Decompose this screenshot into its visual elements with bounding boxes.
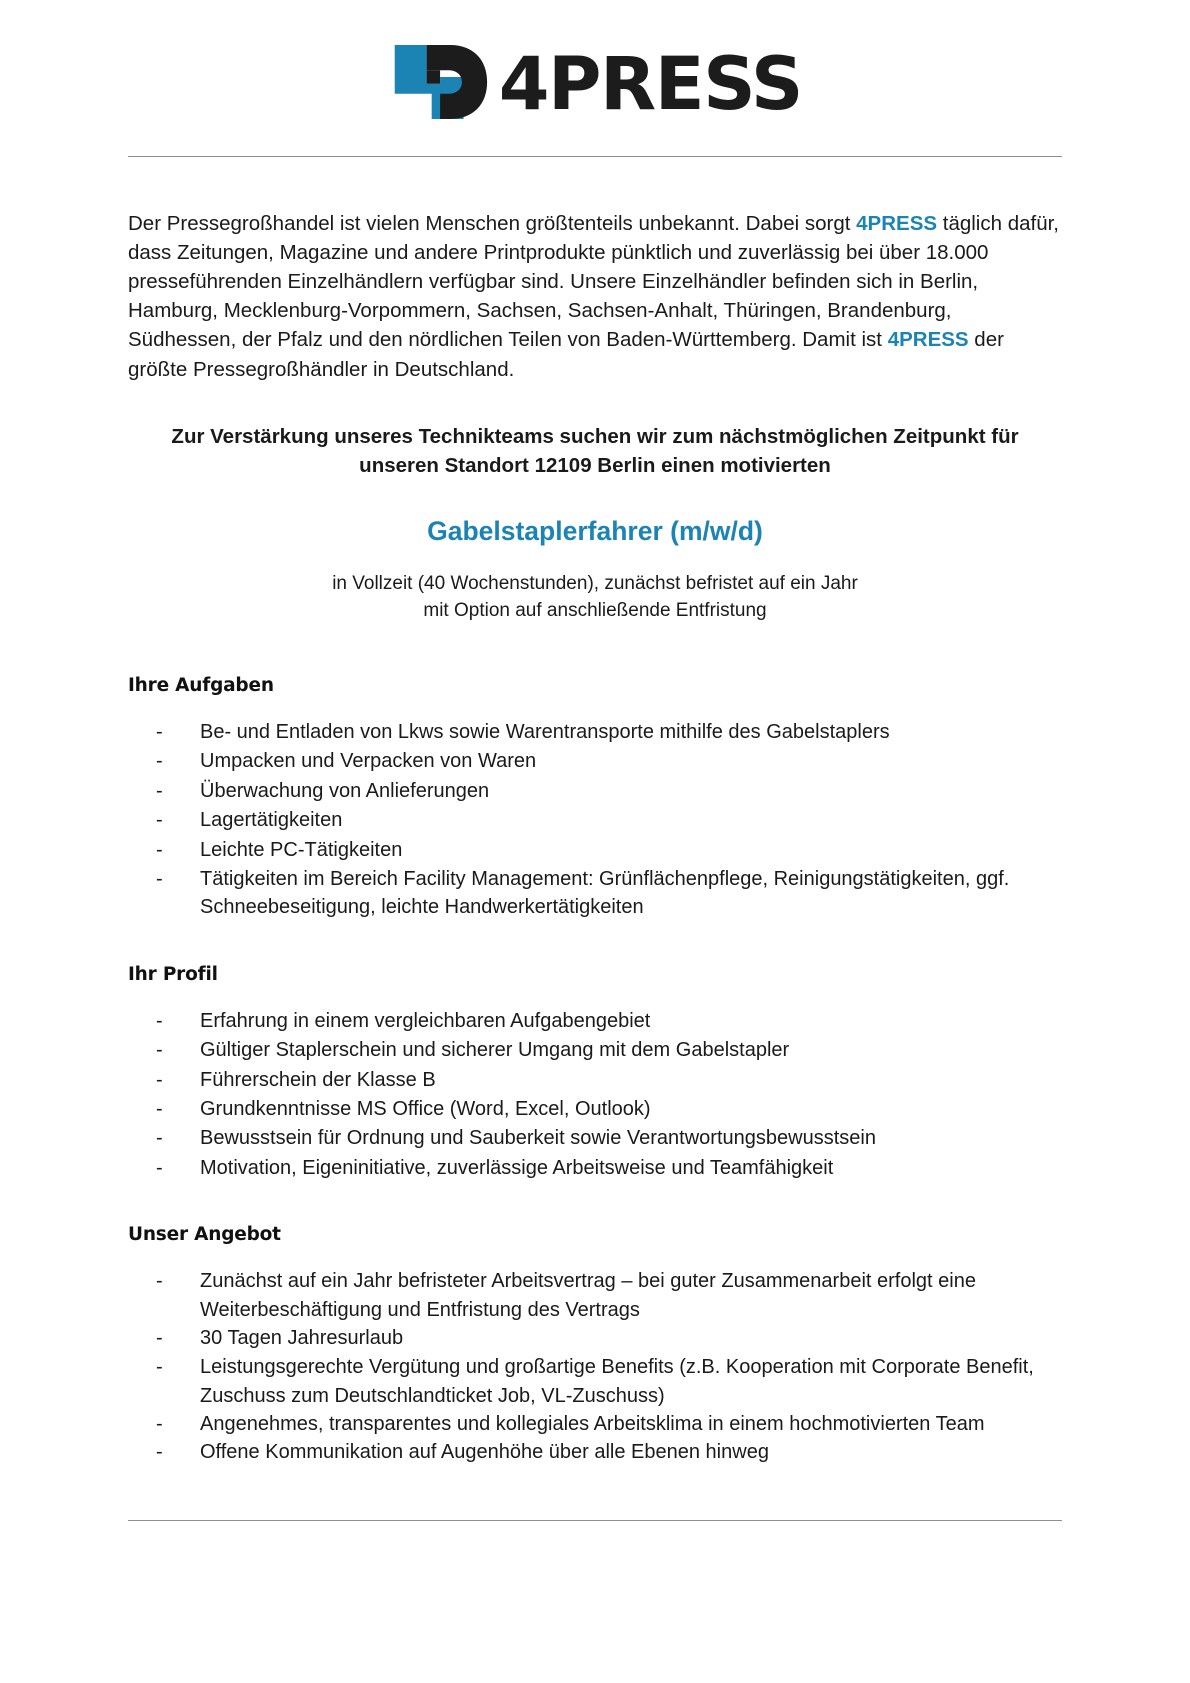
intro-text-part2: täglich dafür, dass Zeitungen, Magazine und andere Printprodukte pünktlich und zuverlässig bei über 18.000 presseführenden Einzelhändlern verfügbar sind. Unsere Einzelhändler befinden sich in Berlin, Hamburg, Mecklenburg-Vorpommern, Sachsen, Sachsen-Anhalt, Thüringen, Brandenburg, Südhessen, der Pfalz und den nördlichen Teilen von Baden-Württemberg. Damit ist <box>128 212 1059 352</box>
list-item <box>156 1066 1062 1094</box>
list-item-text: Offene Kommunikation auf Augenhöhe über alle Ebenen hinweg <box>200 1441 769 1464</box>
list-item <box>156 1353 1062 1410</box>
bullet-dash-icon: - <box>156 721 163 744</box>
list-item-text: 30 Tagen Jahresurlaub <box>200 1326 404 1349</box>
bullet-dash-icon: - <box>156 1356 163 1379</box>
bullet-dash-icon: - <box>156 750 163 773</box>
list-item-text: Erfahrung in einem vergleichbaren Aufgabengebiet <box>200 1009 651 1032</box>
list-item <box>156 1324 1062 1352</box>
bullet-dash-icon: - <box>156 838 163 861</box>
page-header <box>0 0 1190 126</box>
list-item <box>156 865 1062 922</box>
list-item-text: Angenehmes, transparentes und kollegiales Arbeitsklima in einem hochmotivierten Team <box>200 1413 985 1436</box>
intro-text-part3: der größte Pressegroßhändler in Deutschland. <box>128 328 1004 381</box>
brand-logo <box>388 38 802 126</box>
list-item-text: Gültiger Staplerschein und sicherer Umgang mit dem Gabelstapler <box>200 1039 790 1062</box>
list-item-text: Motivation, Eigeninitiative, zuverlässige Arbeitsweise und Teamfähigkeit <box>200 1156 834 1179</box>
recruiting-line-1: Zur Verstärkung unseres Technikteams suchen wir zum nächstmöglichen Zeitpunkt für <box>171 424 1019 448</box>
list-item-text: Leistungsgerechte Vergütung und großartige Benefits (z.B. Kooperation mit Corporate Benefit, Zuschuss zum Deutschlandticket Job, VL-Zuschuss) <box>200 1356 1034 1407</box>
list-item-text: Bewusstsein für Ordnung und Sauberkeit sowie Verantwortungsbewusstsein <box>200 1127 876 1150</box>
recruiting-line-2: unseren Standort 12109 Berlin einen motivierten <box>359 454 831 478</box>
bullet-dash-icon: - <box>156 809 163 832</box>
section-heading-aufgaben: Ihre Aufgaben <box>128 675 274 697</box>
list-item-text: Be- und Entladen von Lkws sowie Warentransporte mithilfe des Gabelstaplers <box>200 721 890 744</box>
footer-divider <box>128 1520 1062 1521</box>
list-item <box>156 1124 1062 1152</box>
bullet-dash-icon: - <box>156 867 163 890</box>
bullet-dash-icon: - <box>156 1097 163 1120</box>
list-item-text: Tätigkeiten im Bereich Facility Management: Grünflächenpflege, Reinigungstätigkeiten, ggf. Schneebeseitigung, leichte Handwerkertätigkeiten <box>200 867 1010 919</box>
list-item-text: Umpacken und Verpacken von Waren <box>200 750 537 773</box>
list-item <box>156 836 1062 864</box>
list-item-text: Leichte PC-Tätigkeiten <box>200 838 403 861</box>
list-item <box>156 1036 1062 1064</box>
list-item <box>156 1267 1062 1324</box>
section-heading-profil: Ihr Profil <box>128 963 218 985</box>
logo-wordmark: 4PRESS <box>498 41 803 127</box>
list-item <box>156 1410 1062 1438</box>
recruiting-statement <box>128 422 1062 481</box>
bullet-dash-icon: - <box>156 1039 163 1062</box>
list-item <box>156 1007 1062 1035</box>
list-item-text: Grundkenntnisse MS Office (Word, Excel, Outlook) <box>200 1097 651 1120</box>
section-heading-angebot: Unser Angebot <box>128 1224 281 1246</box>
4press-logo-mark-icon <box>388 40 489 124</box>
list-item-text: Zunächst auf ein Jahr befristeter Arbeitsvertrag – bei guter Zusammenarbeit erfolgt eine Weiterbeschäftigung und Entfristung des Vertrags <box>200 1270 976 1321</box>
list-aufgaben <box>128 718 1062 922</box>
list-angebot <box>128 1267 1062 1467</box>
list-item-text: Überwachung von Anlieferungen <box>200 779 490 802</box>
list-item <box>156 806 1062 834</box>
bullet-dash-icon: - <box>156 1441 163 1464</box>
list-item <box>156 747 1062 775</box>
document-body <box>0 209 1190 1467</box>
job-subtitle-line-2: mit Option auf anschließende Entfristung <box>423 600 767 622</box>
list-item-text: Führerschein der Klasse B <box>200 1068 436 1091</box>
list-item <box>156 1438 1062 1466</box>
bullet-dash-icon: - <box>156 1068 163 1091</box>
intro-text-part1: Der Pressegroßhandel ist vielen Menschen größtenteils unbekannt. Dabei sorgt <box>128 212 857 235</box>
job-subtitle-line-1: in Vollzeit (40 Wochenstunden), zunächst befristet auf ein Jahr <box>332 573 858 595</box>
bullet-dash-icon: - <box>156 1127 163 1150</box>
job-title: Gabelstaplerfahrer (m/w/d) <box>427 516 763 547</box>
bullet-dash-icon: - <box>156 1270 163 1293</box>
intro-paragraph <box>128 209 1062 384</box>
bullet-dash-icon: - <box>156 1156 163 1179</box>
bullet-dash-icon: - <box>156 1009 163 1032</box>
job-subtitle <box>128 571 1062 625</box>
list-item <box>156 718 1062 746</box>
list-item <box>156 1154 1062 1182</box>
bullet-dash-icon: - <box>156 1326 163 1349</box>
list-item <box>156 777 1062 805</box>
brand-mention-2: 4PRESS <box>887 328 969 352</box>
list-item <box>156 1095 1062 1123</box>
list-profil <box>128 1007 1062 1182</box>
bullet-dash-icon: - <box>156 1413 163 1436</box>
list-item-text: Lagertätigkeiten <box>200 809 343 832</box>
header-divider <box>128 156 1062 157</box>
bullet-dash-icon: - <box>156 779 163 802</box>
brand-mention-1: 4PRESS <box>856 212 938 235</box>
